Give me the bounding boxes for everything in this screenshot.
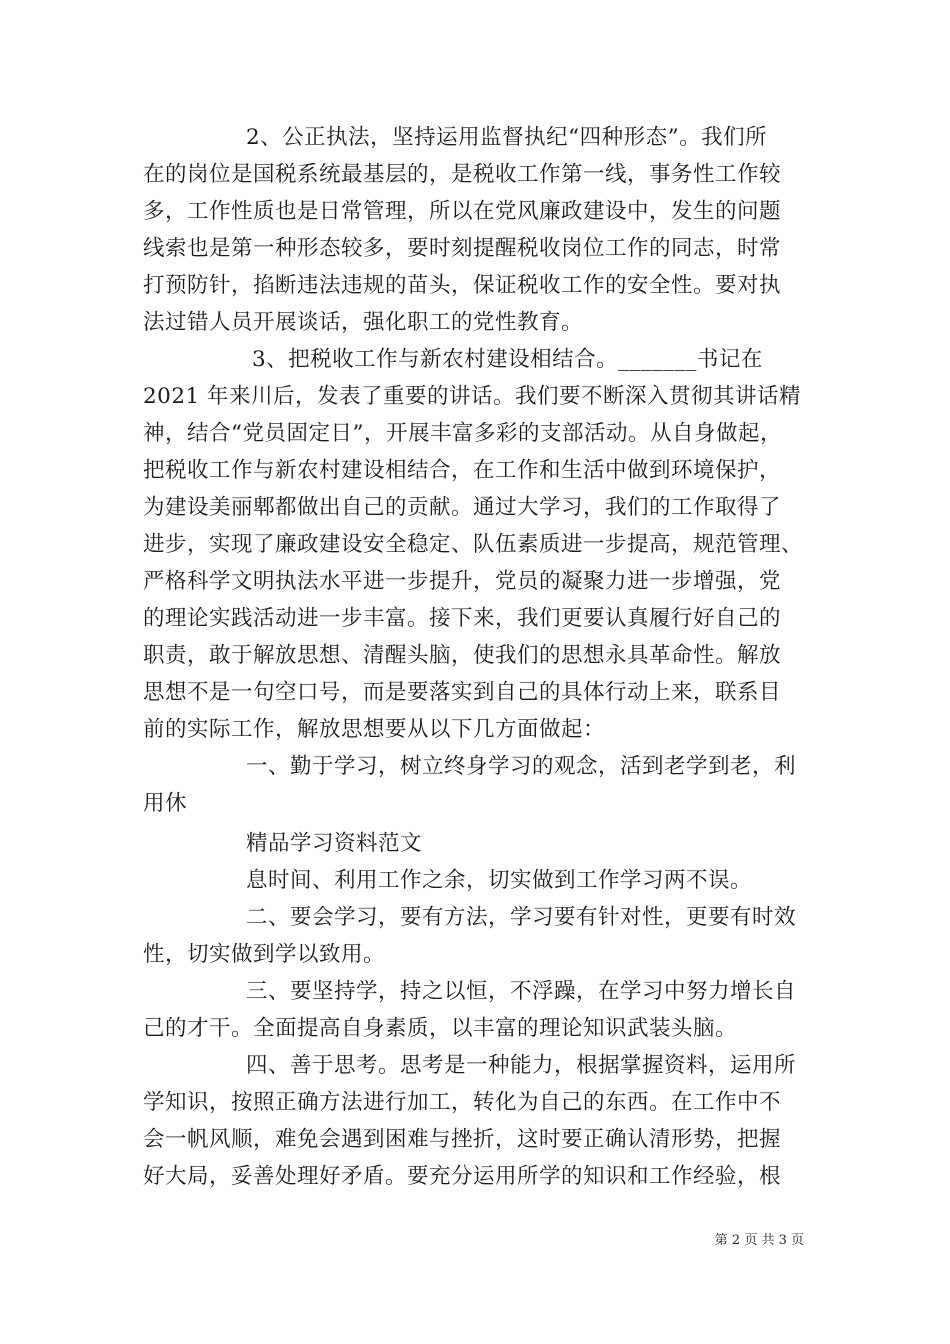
text-line: 打预防针，掐断违法违规的苗头，保证税收工作的安全性。要对执 bbox=[143, 273, 782, 298]
text-line: 三、要坚持学，持之以恒，不浮躁，在学习中努力增长自 bbox=[246, 979, 797, 1004]
text-line: 进步，实现了廉政建设安全稳定、队伍素质进一步提高，规范管理、 bbox=[143, 532, 804, 557]
text-line: 好大局，妥善处理好矛盾。要充分运用所学的知识和工作经验，根 bbox=[143, 1164, 782, 1189]
text-line: 思想不是一句空口号，而是要落实到自己的具体行动上来，联系目 bbox=[143, 680, 782, 705]
text-line: 精品学习资料范文 bbox=[246, 831, 423, 856]
text-line: 会一帆风顺，难免会遇到困难与挫折，这时要正确认清形势，把握 bbox=[143, 1127, 782, 1152]
text-line: 四、善于思考。思考是一种能力，根据掌握资料，运用所 bbox=[246, 1053, 797, 1078]
text-line: 在的岗位是国税系统最基层的，是税收工作第一线，事务性工作较 bbox=[143, 162, 782, 187]
text-line: 3、把税收工作与新农村建设相结合。_______书记在 bbox=[252, 347, 763, 372]
text-line: 线索也是第一种形态较多，要时刻提醒税收岗位工作的同志，时常 bbox=[143, 236, 782, 261]
text-line: 严格科学文明执法水平进一步提升，党员的凝聚力进一步增强，党 bbox=[143, 569, 782, 594]
text-line: 职责，敢于解放思想、清醒头脑，使我们的思想永具革命性。解放 bbox=[143, 643, 782, 668]
text-line: 法过错人员开展谈话，强化职工的党性教育。 bbox=[143, 310, 584, 335]
text-line: 神，结合“党员固定日”，开展丰富多彩的支部活动。从自身做起， bbox=[143, 421, 782, 446]
text-line: 2、公正执法，坚持运用监督执纪“四种形态”。我们所 bbox=[246, 125, 768, 150]
text-line: 学知识，按照正确方法进行加工，转化为自己的东西。在工作中不 bbox=[143, 1090, 782, 1115]
text-line: 把税收工作与新农村建设相结合，在工作和生活中做到环境保护， bbox=[143, 458, 782, 483]
text-line: 性，切实做到学以致用。 bbox=[143, 942, 386, 967]
text-line: 的理论实践活动进一步丰富。接下来，我们更要认真履行好自己的 bbox=[143, 606, 782, 631]
text-line: 多，工作性质也是日常管理，所以在党风廉政建设中，发生的问题 bbox=[143, 199, 782, 224]
text-line: 用休 bbox=[143, 791, 188, 816]
text-line: 前的实际工作，解放思想要从以下几方面做起： bbox=[143, 717, 606, 742]
text-line: 息时间、利用工作之余，切实做到工作学习两不误。 bbox=[246, 868, 753, 893]
text-line: 为建设美丽郫都做出自己的贡献。通过大学习，我们的工作取得了 bbox=[143, 495, 782, 520]
text-line: 一、勤于学习，树立终身学习的观念，活到老学到老，利 bbox=[246, 754, 797, 779]
text-line: 二、要会学习，要有方法，学习要有针对性，更要有时效 bbox=[246, 905, 797, 930]
page-number: 第 2 页 共 3 页 bbox=[714, 1233, 804, 1248]
text-line: 2021 年来川后，发表了重要的讲话。我们要不断深入贯彻其讲话精 bbox=[143, 384, 802, 409]
text-line: 己的才干。全面提高自身素质，以丰富的理论知识武装头脑。 bbox=[143, 1016, 738, 1041]
